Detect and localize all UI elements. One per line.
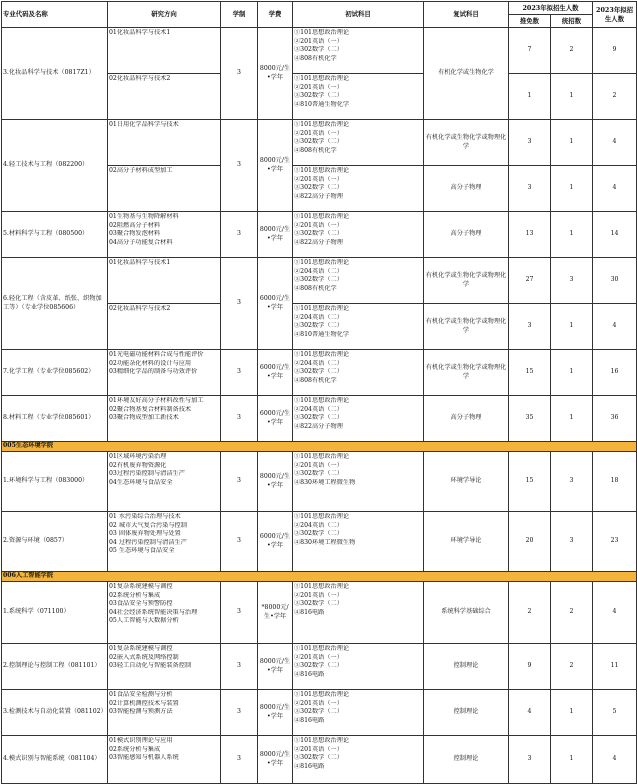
exam-subject: ④816电路 <box>294 670 325 678</box>
exam-subject: ③302数学（二） <box>294 230 343 238</box>
tuition-cell: 6000元/生•学年 <box>258 396 293 442</box>
header-tuition: 学费 <box>258 2 293 28</box>
exam-subject: ③302数学（二） <box>294 322 343 330</box>
tuimian-count: 13 <box>509 212 551 258</box>
exam-cell <box>293 512 424 572</box>
exam-subject: ③302数学（二） <box>294 470 343 478</box>
total-count: 9 <box>593 28 637 74</box>
direction-item: 01食品安全检测与分析 <box>109 691 173 698</box>
tuition-cell: 8000元/生•学年 <box>258 212 293 258</box>
exam-subject: ④816电路 <box>294 716 325 724</box>
total-count: 4 <box>593 736 637 784</box>
section-title: 005生态环境学院 <box>2 442 637 452</box>
tongzhao-count: 1 <box>551 690 593 736</box>
direction-cell <box>108 582 221 644</box>
exam-subject: ②204英语（二） <box>294 267 343 275</box>
direction-cell <box>108 74 221 120</box>
total-count: 4 <box>593 582 637 644</box>
exam-subject: ④830环境工程微生物 <box>294 478 356 486</box>
direction-cell <box>108 212 221 258</box>
direction-item: 02化妆品科学与技术2 <box>109 75 171 82</box>
tuition-cell: 6000元/生•学年 <box>258 512 293 572</box>
direction-item: 02 城市大气复合污染与控制 <box>109 521 187 529</box>
direction-item: 03轻工自动化与智能装备控制 <box>109 662 192 670</box>
major-name: 7.化学工程（专业学位085602） <box>2 350 108 396</box>
duration-cell: 3 <box>221 644 258 690</box>
table-row <box>2 736 637 784</box>
major-name: 2.控制理论与控制工程（081101） <box>2 644 108 690</box>
exam-subject: ④808有机化学 <box>294 146 337 154</box>
exam-subject: ③302数学（二） <box>294 46 343 54</box>
exam-subject: ①101思想政治理论 <box>294 351 350 358</box>
duration-cell: 3 <box>221 258 258 350</box>
total-count: 5 <box>593 690 637 736</box>
exam-cell <box>293 304 424 350</box>
direction-item: 03 固体废弃物处理与处置 <box>109 530 181 538</box>
tongzhao-count: 1 <box>551 304 593 350</box>
direction-item: 01化妆品科学与技术1 <box>109 259 171 266</box>
direction-item: 05 生态环境与食品安全 <box>109 547 175 555</box>
retest-cell: 有机化学或生物化学或物理化学 <box>424 120 509 166</box>
exam-subject: ④822高分子物理 <box>294 422 343 430</box>
admissions-table <box>1 1 637 784</box>
exam-subject: ①101思想政治理论 <box>294 513 350 520</box>
exam-cell <box>293 452 424 512</box>
tongzhao-count: 1 <box>551 120 593 166</box>
direction-item: 02系统分析与集成 <box>109 591 161 599</box>
direction-item: 02系统分析与集成 <box>109 745 161 753</box>
total-count: 23 <box>593 512 637 572</box>
table-row <box>2 582 637 644</box>
total-count: 30 <box>593 258 637 304</box>
header-tongzhao: 统招数 <box>551 15 593 28</box>
exam-cell <box>293 74 424 120</box>
tuimian-count: 2 <box>509 582 551 644</box>
exam-subject: ①101思想政治理论 <box>294 583 350 590</box>
tongzhao-count: 2 <box>551 644 593 690</box>
total-count: 18 <box>593 452 637 512</box>
exam-subject: ③302数学（二） <box>294 92 343 100</box>
exam-subject: ①101思想政治理论 <box>294 121 350 128</box>
major-name: 3.化妆品科学与技术（0817Z1） <box>2 28 108 120</box>
table-row <box>2 690 637 736</box>
direction-item: 01模式识别理论与应用 <box>109 737 173 744</box>
exam-subject: ①101思想政治理论 <box>294 691 350 698</box>
tuimian-count: 3 <box>509 736 551 784</box>
tuimian-count: 15 <box>509 452 551 512</box>
direction-item: 02嵌入式系统及网络控制 <box>109 653 179 661</box>
tongzhao-count: 1 <box>551 74 593 120</box>
direction-cell <box>108 736 221 784</box>
exam-subject: ④830环境工程微生物 <box>294 538 356 546</box>
tongzhao-count: 1 <box>551 396 593 442</box>
retest-cell: 高分子物理 <box>424 166 509 212</box>
major-name: 1.系统科学（071100） <box>2 582 108 644</box>
tuition-cell: 8000元/生•学年 <box>258 736 293 784</box>
tuimian-count: 4 <box>509 690 551 736</box>
tongzhao-count: 2 <box>551 28 593 74</box>
duration-cell: 3 <box>221 512 258 572</box>
major-name: 2.资源与环境（0857） <box>2 512 108 572</box>
exam-subject: ③302数学（二） <box>294 368 343 376</box>
direction-item: 02有机废弃物资源化 <box>109 461 167 469</box>
exam-subject: ③302数学（二） <box>294 276 343 284</box>
exam-subject: ④808有机化学 <box>294 54 337 62</box>
header-major: 专业代码及名称 <box>2 2 108 28</box>
direction-item: 04生态环境与食品安全 <box>109 478 173 486</box>
exam-subject: ③302数学（二） <box>294 184 343 192</box>
exam-subject: ④822高分子物理 <box>294 192 343 200</box>
tongzhao-count: 1 <box>551 736 593 784</box>
tuimian-count: 27 <box>509 258 551 304</box>
exam-cell <box>293 582 424 644</box>
exam-subject: ②201英语（一） <box>294 83 343 91</box>
retest-cell: 控制理论 <box>424 644 509 690</box>
header-retest: 复试科目 <box>424 2 509 28</box>
tuition-cell: 6000元/生•学年 <box>258 350 293 396</box>
exam-subject: ②201英语（一） <box>294 745 343 753</box>
tuimian-count: 7 <box>509 28 551 74</box>
direction-cell <box>108 452 221 512</box>
retest-cell: 环境学导论 <box>424 512 509 572</box>
exam-subject: ④816电路 <box>294 762 325 770</box>
table-row <box>2 512 637 572</box>
direction-item: 05人工智能与大数据分析 <box>109 617 179 625</box>
tuimian-count: 3 <box>509 304 551 350</box>
direction-cell <box>108 304 221 350</box>
table-row <box>2 258 637 304</box>
direction-cell <box>108 396 221 442</box>
direction-item: 03过程污染控制与清洁生产 <box>109 470 185 478</box>
direction-item: 01区域环境污染治理 <box>109 453 167 460</box>
duration-cell: 3 <box>221 212 258 258</box>
total-count: 11 <box>593 644 637 690</box>
retest-cell: 控制理论 <box>424 736 509 784</box>
tuimian-count: 9 <box>509 644 551 690</box>
tuition-cell: 8000元/生•学年 <box>258 28 293 120</box>
duration-cell: 3 <box>221 582 258 644</box>
tuition-cell: 8000元/生•学年 <box>258 120 293 212</box>
table-row <box>2 452 637 512</box>
total-count: 2 <box>593 74 637 120</box>
duration-cell: 3 <box>221 120 258 212</box>
exam-subject: ②201英语（一） <box>294 699 343 707</box>
direction-cell <box>108 258 221 304</box>
table-row <box>2 28 637 74</box>
exam-subject: ④822高分子物理 <box>294 238 343 246</box>
exam-subject: ②201英语（一） <box>294 37 343 45</box>
exam-subject: ③302数学（二） <box>294 414 343 422</box>
direction-item: 01化妆品科学与技术1 <box>109 29 171 36</box>
direction-cell <box>108 690 221 736</box>
tuimian-count: 35 <box>509 396 551 442</box>
direction-cell <box>108 350 221 396</box>
direction-item: 04 过程污染控制与清洁生产 <box>109 538 187 546</box>
header-prelim: 初试科目 <box>293 2 424 28</box>
direction-item: 02阻燃高分子材料 <box>109 221 161 229</box>
exam-subject: ④808有机化学 <box>294 376 337 384</box>
direction-cell <box>108 120 221 166</box>
exam-cell <box>293 28 424 74</box>
direction-item: 02高分子材料成型加工 <box>109 167 173 174</box>
exam-cell <box>293 396 424 442</box>
direction-cell <box>108 166 221 212</box>
direction-item: 02计算机测控技术与装置 <box>109 699 179 707</box>
header-direction: 研究方向 <box>108 2 221 28</box>
duration-cell: 3 <box>221 350 258 396</box>
exam-subject: ①101思想政治理论 <box>294 397 350 404</box>
tongzhao-count: 3 <box>551 258 593 304</box>
tuition-cell: 6000元/生•学年 <box>258 258 293 350</box>
direction-item: 01 水污染综合治理与技术 <box>109 513 181 520</box>
exam-subject: ②204英语（二） <box>294 313 343 321</box>
tuition-cell: 8000元/生•学年 <box>258 452 293 512</box>
section-title: 006人工智能学院 <box>2 572 637 582</box>
direction-item: 03食品安全与预警防控 <box>109 600 173 608</box>
total-count: 36 <box>593 396 637 442</box>
tuimian-count: 3 <box>509 120 551 166</box>
exam-cell <box>293 120 424 166</box>
header-total2023: 2023年拟招生人数 <box>593 2 637 28</box>
direction-item: 02化妆品科学与技术2 <box>109 305 171 312</box>
exam-cell <box>293 736 424 784</box>
exam-subject: ①101思想政治理论 <box>294 167 350 174</box>
duration-cell: 3 <box>221 396 258 442</box>
exam-subject: ③302数学（二） <box>294 708 343 716</box>
duration-cell: 3 <box>221 736 258 784</box>
tuimian-count: 3 <box>509 166 551 212</box>
major-name: 5.材料科学与工程（080500） <box>2 212 108 258</box>
header-tuimian: 推免数 <box>509 15 551 28</box>
direction-item: 03智能感知与机器人系统 <box>109 754 179 762</box>
tuimian-count: 20 <box>509 512 551 572</box>
tuition-cell: *8000元/生•学年 <box>258 582 293 644</box>
major-name: 3.检测技术与自动化装置（081102） <box>2 690 108 736</box>
direction-item: 04高分子功能复合材料 <box>109 238 173 246</box>
direction-item: 01复杂系统建模与调控 <box>109 645 173 652</box>
direction-item: 01环境友好高分子材料改性与加工 <box>109 397 204 404</box>
exam-subject: ②201英语（一） <box>294 221 343 229</box>
direction-cell <box>108 28 221 74</box>
exam-subject: ④808有机化学 <box>294 284 337 292</box>
exam-subject: ①101思想政治理论 <box>294 75 350 82</box>
direction-cell <box>108 644 221 690</box>
direction-item: 01日用化学品科学与技术 <box>109 121 179 128</box>
direction-cell <box>108 512 221 572</box>
major-name: 8.材料工程（专业学位085601） <box>2 396 108 442</box>
exam-subject: ②204英语（二） <box>294 521 343 529</box>
section-row <box>2 442 637 452</box>
direction-item: 03聚合物成型加工新技术 <box>109 414 179 422</box>
direction-item: 03聚合物发泡材料 <box>109 230 161 238</box>
tuition-cell: 8000元/生•学年 <box>258 644 293 690</box>
direction-item: 01复杂系统建模与调控 <box>109 583 173 590</box>
exam-subject: ①101思想政治理论 <box>294 29 350 36</box>
header-plan2023: 2023年拟招生人数 <box>509 2 593 15</box>
exam-cell <box>293 350 424 396</box>
table-body <box>2 28 637 784</box>
major-name: 4.模式识别与智能系统（081104） <box>2 736 108 784</box>
retest-cell: 控制理论 <box>424 690 509 736</box>
total-count: 16 <box>593 350 637 396</box>
duration-cell: 3 <box>221 28 258 120</box>
exam-subject: ②204英语（二） <box>294 359 343 367</box>
tongzhao-count: 2 <box>551 582 593 644</box>
exam-subject: ②201英语（一） <box>294 591 343 599</box>
table-row <box>2 644 637 690</box>
exam-subject: ④810普通生物化学 <box>294 100 350 108</box>
exam-subject: ①101思想政治理论 <box>294 737 350 744</box>
exam-subject: ④810普通生物化学 <box>294 330 350 338</box>
header-duration: 学制 <box>221 2 258 28</box>
tongzhao-count: 1 <box>551 350 593 396</box>
retest-cell: 环境学导论 <box>424 452 509 512</box>
direction-item: 03精细化学品的制备与功效评价 <box>109 368 198 376</box>
tongzhao-count: 1 <box>551 166 593 212</box>
total-count: 4 <box>593 304 637 350</box>
exam-subject: ③302数学（二） <box>294 138 343 146</box>
exam-subject: ①101思想政治理论 <box>294 305 350 312</box>
exam-subject: ④816电路 <box>294 608 325 616</box>
tuimian-count: 1 <box>509 74 551 120</box>
exam-cell <box>293 690 424 736</box>
table-row <box>2 396 637 442</box>
major-name: 4.轻工技术与工程（082200） <box>2 120 108 212</box>
retest-cell: 有机化学或生物化学或物理化学 <box>424 350 509 396</box>
retest-cell: 有机化学或生物化学 <box>424 28 509 120</box>
total-count: 4 <box>593 120 637 166</box>
direction-item: 04社会经济系统智能决策与治理 <box>109 608 198 616</box>
exam-cell <box>293 258 424 304</box>
exam-subject: ②201英语（一） <box>294 653 343 661</box>
table-row <box>2 120 637 166</box>
tongzhao-count: 3 <box>551 512 593 572</box>
retest-cell: 有机化学或生物化学或物理化学 <box>424 258 509 304</box>
retest-cell: 高分子物理 <box>424 212 509 258</box>
duration-cell: 3 <box>221 452 258 512</box>
direction-item: 01生物基与生物降解材料 <box>109 213 179 220</box>
exam-subject: ②204英语（二） <box>294 405 343 413</box>
major-name: 6.轻化工程（含皮革、纸张、织物加工等）（专业学位085606） <box>2 258 108 350</box>
exam-subject: ③302数学（二） <box>294 662 343 670</box>
total-count: 4 <box>593 166 637 212</box>
duration-cell: 3 <box>221 690 258 736</box>
exam-subject: ①101思想政治理论 <box>294 213 350 220</box>
retest-cell: 有机化学或生物化学或物理化学 <box>424 304 509 350</box>
tuition-cell: 8000元/生•学年 <box>258 690 293 736</box>
total-count: 14 <box>593 212 637 258</box>
exam-subject: ③302数学（二） <box>294 600 343 608</box>
tongzhao-count: 3 <box>551 452 593 512</box>
exam-cell <box>293 212 424 258</box>
exam-cell <box>293 644 424 690</box>
retest-cell: 高分子物理 <box>424 396 509 442</box>
exam-subject: ③302数学（二） <box>294 754 343 762</box>
exam-subject: ①101思想政治理论 <box>294 645 350 652</box>
exam-subject: ②201英语（一） <box>294 175 343 183</box>
direction-item: 02功能杂化材料的设计与应用 <box>109 359 192 367</box>
retest-cell: 系统科学基础综合 <box>424 582 509 644</box>
exam-subject: ③302数学（二） <box>294 530 343 538</box>
section-row <box>2 572 637 582</box>
exam-cell <box>293 166 424 212</box>
exam-subject: ②201英语（一） <box>294 461 343 469</box>
direction-item: 01光电磁功能材料合成与性能评价 <box>109 351 204 358</box>
table-row <box>2 212 637 258</box>
table-row <box>2 350 637 396</box>
direction-item: 03智能检测与预测方法 <box>109 708 173 716</box>
tongzhao-count: 1 <box>551 212 593 258</box>
tuimian-count: 15 <box>509 350 551 396</box>
direction-item: 02聚合物基复合材料制备技术 <box>109 405 192 413</box>
exam-subject: ①101思想政治理论 <box>294 259 350 266</box>
exam-subject: ②201英语（一） <box>294 129 343 137</box>
major-name: 1.环境科学与工程（083000） <box>2 452 108 512</box>
exam-subject: ①101思想政治理论 <box>294 453 350 460</box>
